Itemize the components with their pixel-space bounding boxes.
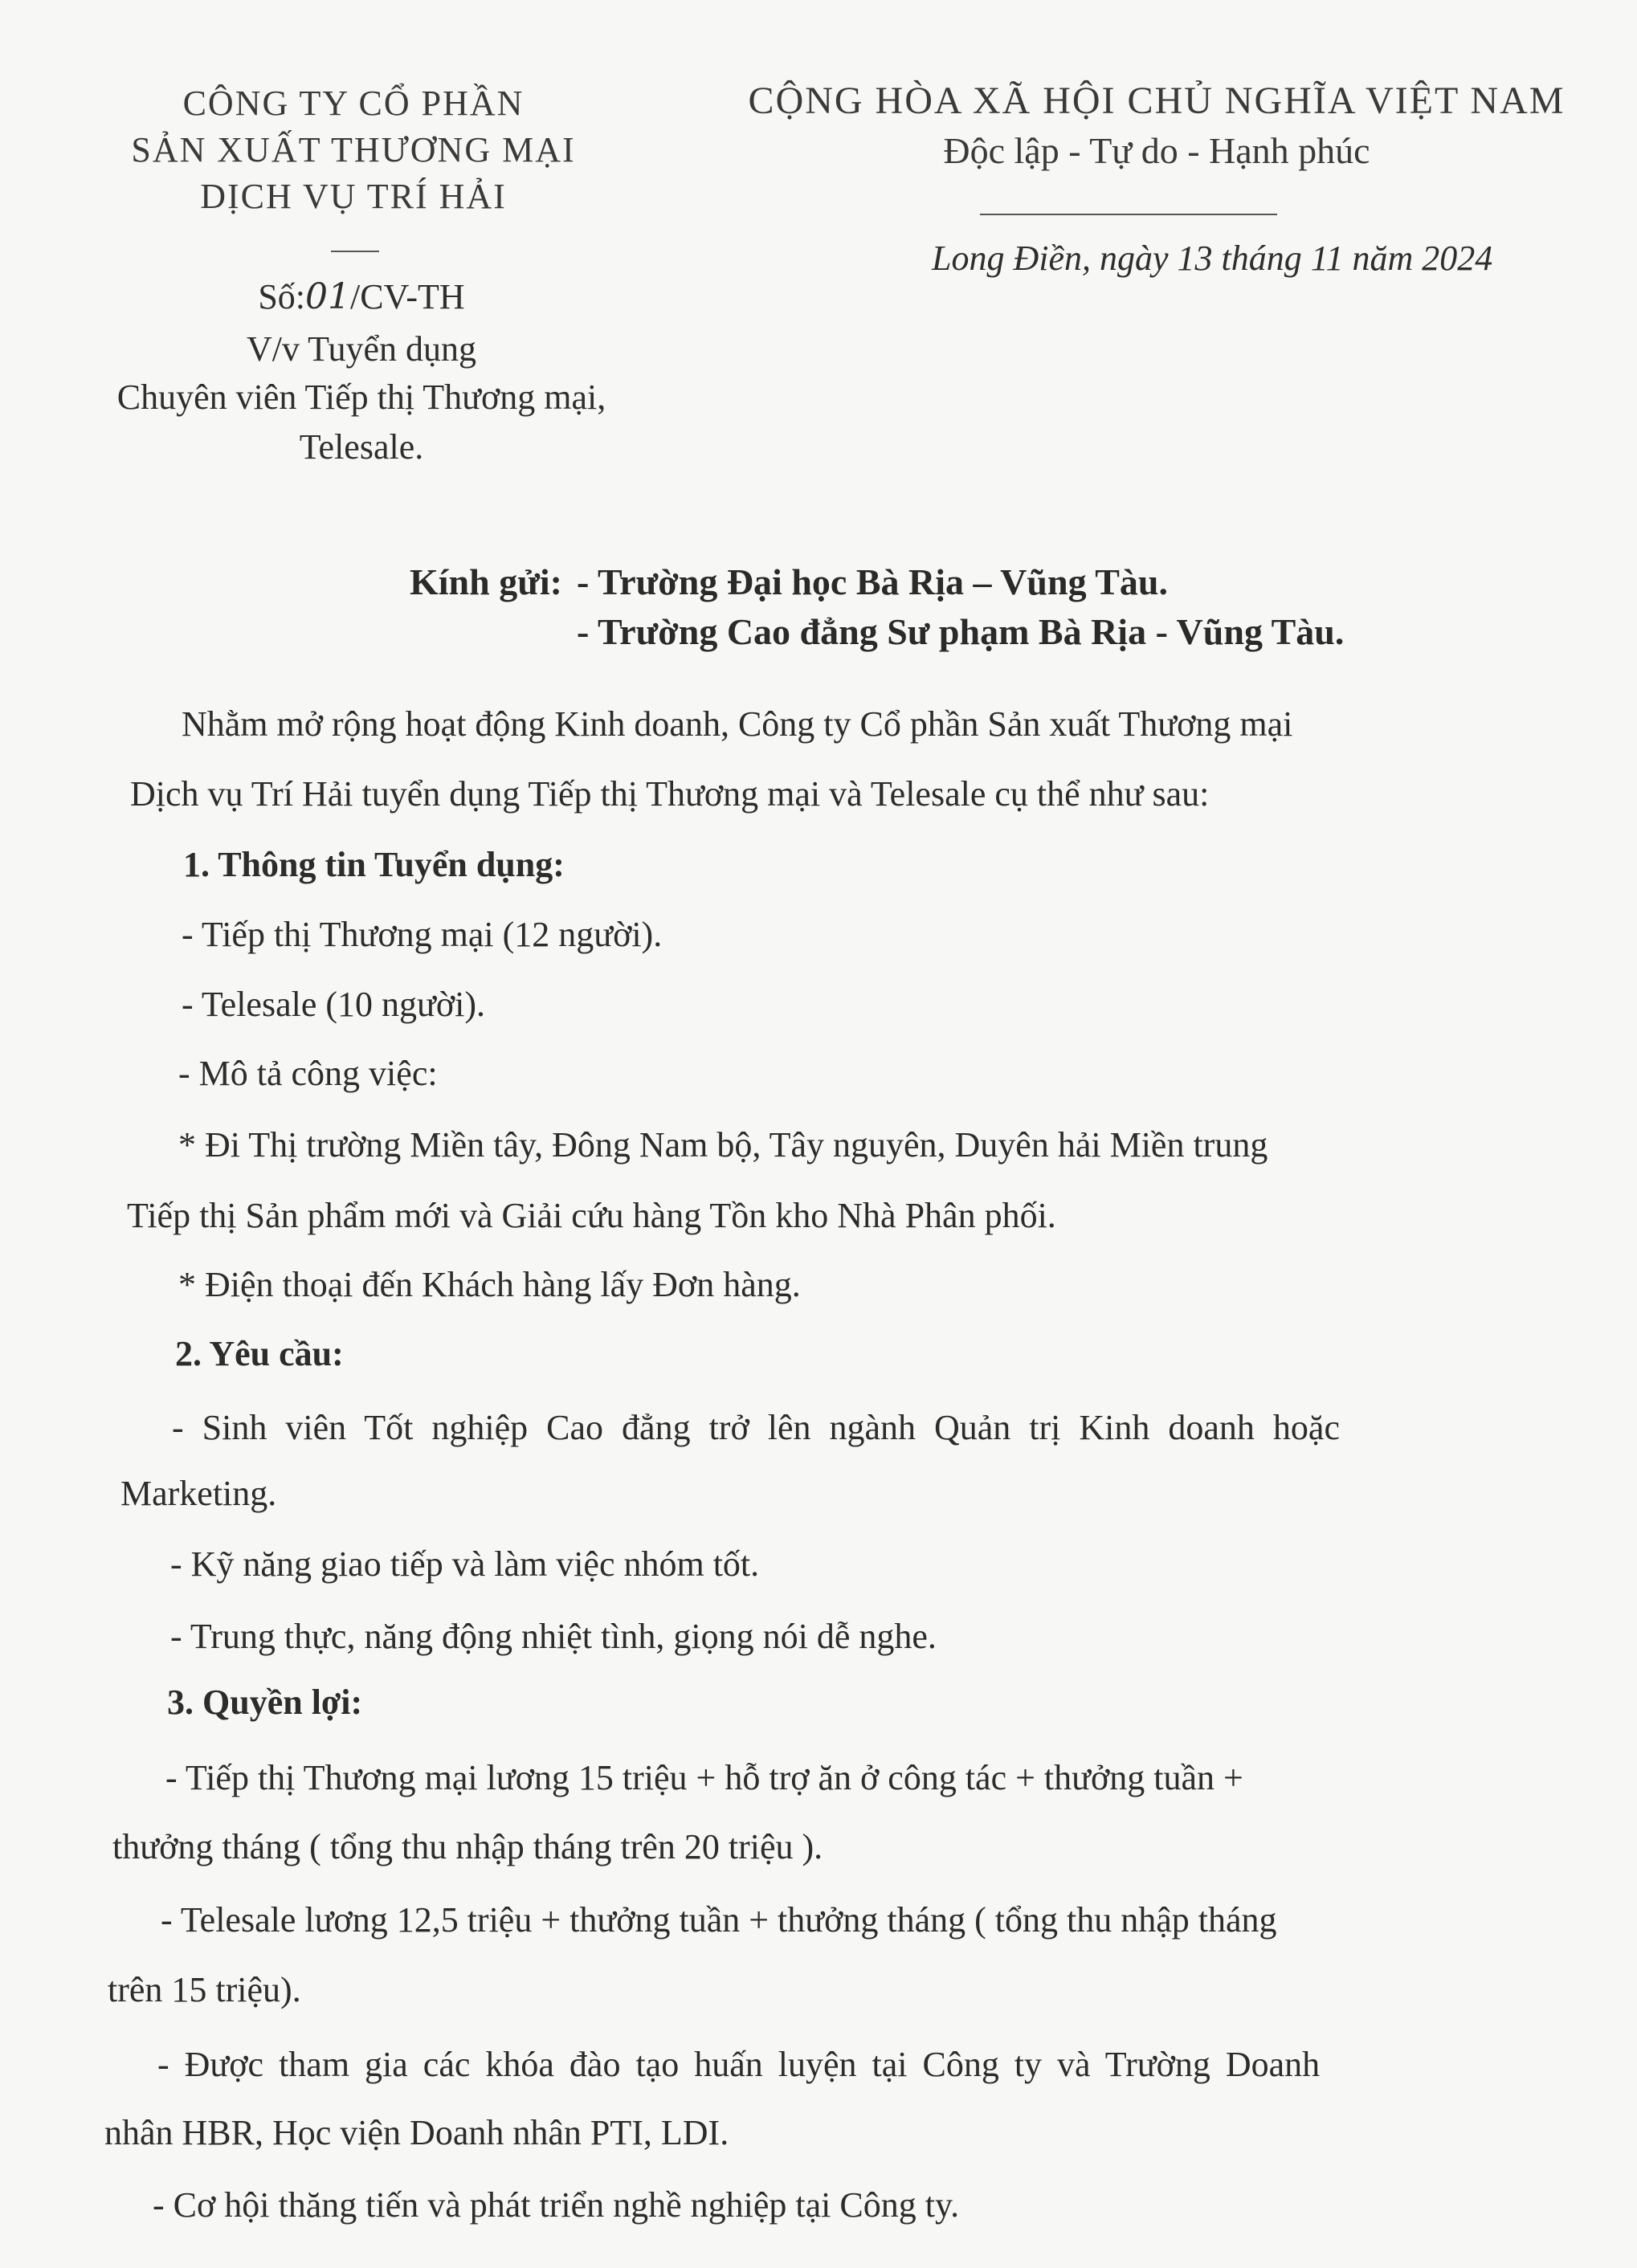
section3-item7: - Cơ hội thăng tiến và phát triển nghề nghiệp tại Công ty. xyxy=(153,2185,960,2225)
subject-line3: Telesale. xyxy=(299,427,424,467)
company-name-line3: DỊCH VỤ TRÍ HẢI xyxy=(200,177,507,216)
section2-item3: - Kỹ năng giao tiếp và làm việc nhóm tốt. xyxy=(170,1544,760,1584)
recipient-2: - Trường Cao đẳng Sư phạm Bà Rịa - Vũng Tàu. xyxy=(577,611,1345,652)
section3-item4: trên 15 triệu). xyxy=(108,1970,301,2009)
section2-title: 2. Yêu cầu: xyxy=(175,1334,344,1373)
document-number: Số:01/CV-TH xyxy=(258,276,465,317)
section3-item3: - Telesale lương 12,5 triệu + thưởng tuần + thưởng tháng ( tổng thu nhập tháng xyxy=(161,1900,1277,1940)
company-name-line2: SẢN XUẤT THƯƠNG MẠI xyxy=(131,130,576,169)
section2-item4: - Trung thực, năng động nhiệt tình, giọng nói dễ nghe. xyxy=(170,1617,937,1656)
section3-title: 3. Quyền lợi: xyxy=(167,1683,363,1722)
company-underline xyxy=(331,251,379,252)
section3-item6: nhân HBR, Học viện Doanh nhân PTI, LDI. xyxy=(104,2113,729,2152)
section1-item6: * Điện thoại đến Khách hàng lấy Đơn hàng. xyxy=(178,1265,801,1304)
recipients-label: Kính gửi: xyxy=(410,561,562,602)
section1-title: 1. Thông tin Tuyển dụng: xyxy=(183,845,565,884)
national-title: CỘNG HÒA XÃ HỘI CHỦ NGHĨA VIỆT NAM xyxy=(748,80,1566,122)
intro-line2: Dịch vụ Trí Hải tuyển dụng Tiếp thị Thương mại và Telesale cụ thể như sau: xyxy=(130,774,1210,814)
section1-item3: - Mô tả công việc: xyxy=(178,1054,438,1093)
national-header xyxy=(707,76,1606,176)
section3-item1: - Tiếp thị Thương mại lương 15 triệu + hỗ trợ ăn ở công tác + thưởng tuần + xyxy=(165,1758,1243,1797)
section1-item4: * Đi Thị trường Miền tây, Đông Nam bộ, Tây nguyên, Duyên hải Miền trung xyxy=(178,1125,1268,1165)
section2-item1: - Sinh viên Tốt nghiệp Cao đẳng trở lên ngành Quản trị Kinh doanh hoặc xyxy=(172,1408,1340,1447)
company-name-line1: CÔNG TY CỔ PHẦN xyxy=(182,84,525,123)
subject-line2: Chuyên viên Tiếp thị Thương mại, xyxy=(116,377,606,417)
company-header xyxy=(64,80,643,220)
subject-line1: V/v Tuyển dụng xyxy=(246,329,477,369)
document-number-value: 01 xyxy=(305,276,351,317)
motto-underline xyxy=(980,214,1277,215)
intro-line1: Nhằm mở rộng hoạt động Kinh doanh, Công ty Cổ phần Sản xuất Thương mại xyxy=(182,704,1293,744)
section1-item5: Tiếp thị Sản phẩm mới và Giải cứu hàng Tồn kho Nhà Phân phối. xyxy=(127,1196,1056,1235)
section1-item2: - Telesale (10 người). xyxy=(182,985,485,1024)
recipient-1: - Trường Đại học Bà Rịa – Vũng Tàu. xyxy=(577,561,1168,602)
national-motto: Độc lập - Tự do - Hạnh phúc xyxy=(943,130,1370,171)
section2-item2: Marketing. xyxy=(120,1474,277,1513)
section3-item2: thưởng tháng ( tổng thu nhập tháng trên 20 triệu ). xyxy=(112,1827,823,1866)
document-date: Long Điền, ngày 13 tháng 11 năm 2024 xyxy=(932,239,1493,278)
section1-item1: - Tiếp thị Thương mại (12 người). xyxy=(182,915,663,954)
section3-item5: - Được tham gia các khóa đào tạo huấn luyện tại Công ty và Trường Doanh xyxy=(157,2045,1321,2084)
